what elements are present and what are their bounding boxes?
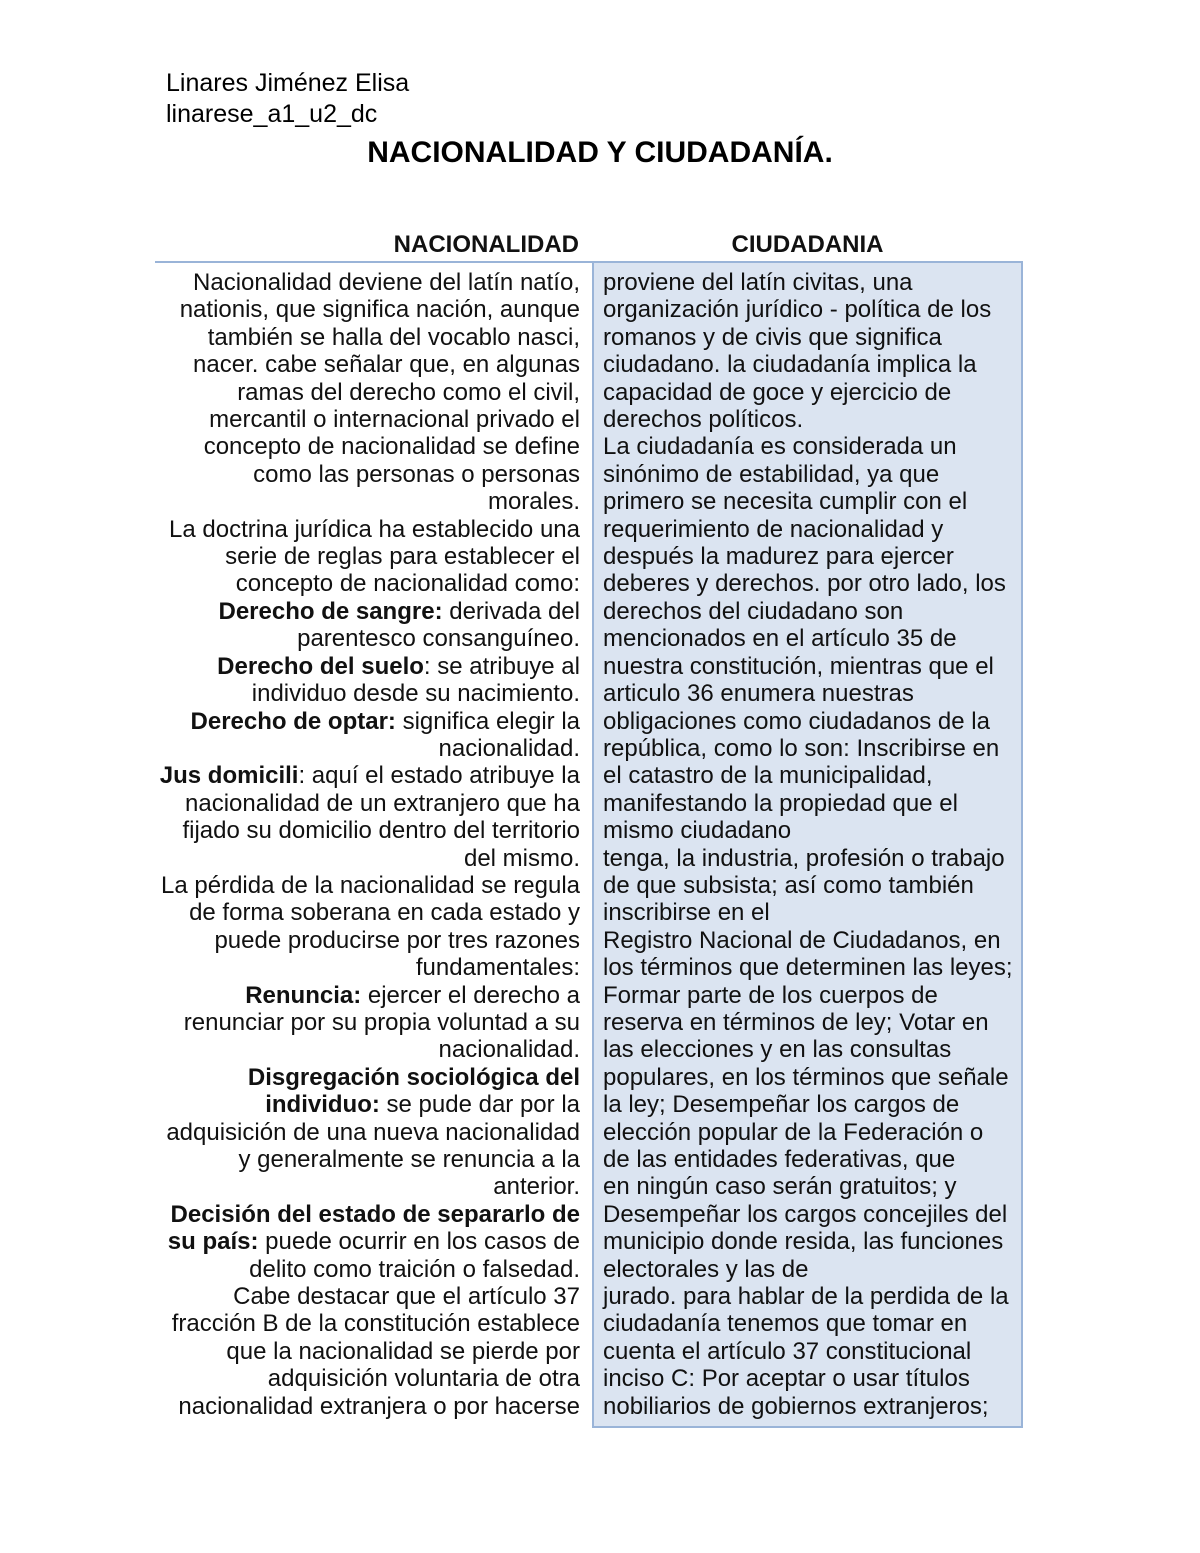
paragraph-text: se pude dar por la adquisición de una nueva nacionalidad y generalmente se renuncia a la anterior. (166, 1091, 580, 1201)
paragraph-text: La pérdida de la nacionalidad se regula de forma soberana en cada estado y puede producirse por tres razones fundamentales: (161, 871, 580, 982)
paragraph (157, 708, 580, 763)
paragraph-bold-lead: Decisión del estado de separarlo de su país: (167, 1200, 580, 1256)
comparison-table (155, 231, 1023, 1428)
paragraph-text: Nacionalidad deviene del latín natío, nationis, que significa nación, aunque también se halla del vocablo nasci, nacer. cabe señalar que, en algunas ramas del derecho como el civil, mercantil o internacional privado el concepto de nacionalidad se define como las personas o personas morales. (179, 269, 580, 516)
paragraph-text: : se atribuye al individuo desde su nacimiento. (251, 652, 580, 708)
paragraph (157, 762, 580, 872)
paragraph-bold-lead: Derecho de optar: (190, 707, 396, 735)
paragraph (157, 1283, 580, 1420)
paragraph (603, 433, 1013, 844)
column-header-nacionalidad: NACIONALIDAD (393, 231, 579, 258)
paragraph-text: ejercer el derecho a renunciar por su propia voluntad a su nacionalidad. (183, 981, 580, 1064)
paragraph-text: tenga, la industria, profesión o trabajo de que subsista; así como también inscribirse en el (603, 844, 1005, 927)
paragraph-text: puede ocurrir en los casos de delito como traición o falsedad. (249, 1228, 580, 1283)
document-id: linarese_a1_u2_dc (166, 100, 378, 128)
paragraph-bold-lead: Jus domicili (159, 762, 299, 790)
paragraph-bold-lead: Disgregación sociológica del individuo: (247, 1063, 580, 1119)
paragraph-text: proviene del latín civitas, una organización jurídico - política de los romanos y de civis que significa ciudadano. la ciudadanía implica la capacidad de goce y ejercicio de derechos políticos. (603, 269, 992, 434)
paragraph (157, 598, 580, 653)
paragraph-text: La ciudadanía es considerada un sinónimo de estabilidad, ya que primero se necesita cumplir con el requerimiento de nacionalidad y después la madurez para ejercer deberes y derechos. por otro lado, los derechos del ciudadano son mencionados en el artículo 35 de nuestra constitución, mientras que el articulo 36 enumera nuestras obligaciones como ciudadanos de la república, como lo son: Inscribirse en el catastro de la municipalidad, manifestando la propiedad que el mismo ciudadano (603, 433, 1006, 845)
paragraph-text: derivada del parentesco consanguíneo. (297, 597, 580, 653)
paragraph (603, 927, 1013, 1174)
paragraph (603, 1173, 1013, 1283)
paragraph (603, 845, 1013, 927)
paragraph (603, 1283, 1013, 1420)
paragraph-text: La doctrina jurídica ha establecido una serie de reglas para establecer el concepto de nacionalidad como: (169, 515, 580, 598)
paragraph-text: significa elegir la nacionalidad. (395, 707, 580, 762)
paragraph (603, 269, 1013, 433)
paragraph-text: : aquí el estado atribuye la nacionalidad de un extranjero que ha fijado su domicilio dentro del territorio del mismo. (182, 762, 580, 872)
paragraph-bold-lead: Derecho de sangre: (218, 597, 443, 625)
page-title: NACIONALIDAD Y CIUDADANÍA. (367, 136, 833, 169)
paragraph (157, 1064, 580, 1201)
document-header (166, 68, 409, 130)
paragraph-text: jurado. para hablar de la perdida de la ciudadanía tenemos que tomar en cuenta el artículo 37 constitucional inciso C: Por aceptar o usar títulos nobiliarios de gobiernos extranjeros; (603, 1283, 1009, 1420)
paragraph-bold-lead: Renuncia: (245, 981, 362, 1009)
column-header-ciudadania: CIUDADANIA (731, 231, 884, 258)
paragraph (157, 982, 580, 1064)
paragraph-text: Registro Nacional de Ciudadanos, en los términos que determinen las leyes; Formar parte de los cuerpos de reserva en términos de ley; Votar en las elecciones y en las consultas populares, en los términos que señale la ley; Desempeñar los cargos de elección popular de la Federación o de las entidades federativas, que (603, 926, 1013, 1173)
ciudadania-cell (592, 263, 1023, 1428)
paragraph-text: en ningún caso serán gratuitos; y Desempeñar los cargos concejiles del municipio donde resida, las funciones electorales y las de (603, 1173, 1008, 1283)
paragraph (157, 269, 580, 516)
table-body-row (155, 261, 1023, 1428)
nacionalidad-cell (155, 263, 592, 1428)
table-header-row (155, 231, 1023, 261)
paragraph-bold-lead: Derecho del suelo (217, 652, 424, 680)
paragraph (157, 516, 580, 598)
author-name: Linares Jiménez Elisa (166, 69, 410, 97)
paragraph (157, 872, 580, 982)
paragraph-text: Cabe destacar que el artículo 37 fracción B de la constitución establece que la nacionalidad se pierde por adquisición voluntaria de otra nacionalidad extranjera o por hacerse (171, 1283, 580, 1420)
paragraph (157, 1201, 580, 1283)
paragraph (157, 653, 580, 708)
